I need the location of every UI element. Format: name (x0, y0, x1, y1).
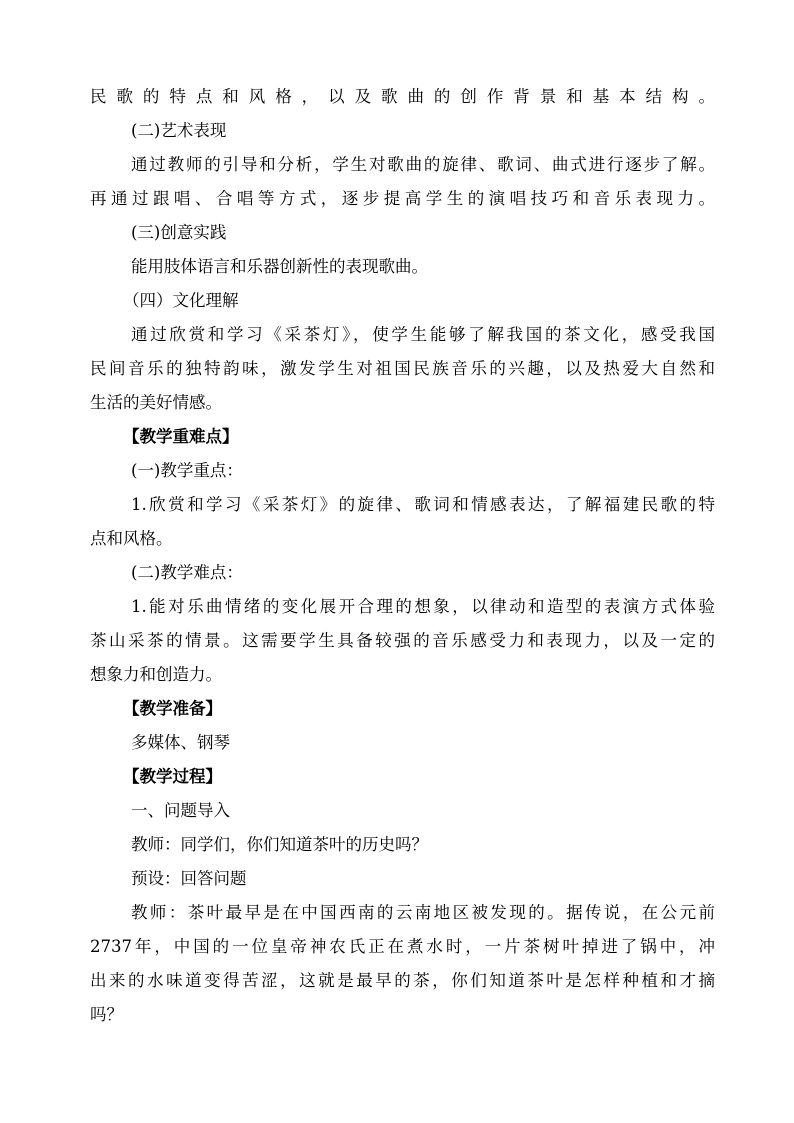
document-body (90, 80, 715, 1032)
section-heading-cultural-understanding: （四）文化理解 (123, 291, 239, 310)
text-line: 教师：茶叶最早是在中国西南的云南地区被发现的。据传说，在公元前 (131, 903, 715, 922)
heading-teaching-preparation: 【教学准备】 (123, 699, 222, 718)
text-line: 点和风格。 (90, 529, 173, 548)
text-line: 想象力和创造力。 (90, 665, 222, 684)
text-line: 生活的美好情感。 (90, 393, 222, 412)
section-heading-creative-practice: (三)创意实践 (131, 223, 227, 242)
text-line: 民歌的特点和风格，以及歌曲的创作背景和基本结构。 (90, 87, 715, 106)
text-line: 通过教师的引导和分析，学生对歌曲的旋律、歌词、曲式进行逐步了解。 (131, 155, 715, 174)
text-line: 能用肢体语言和乐器创新性的表现歌曲。 (131, 257, 428, 276)
text-line: 再通过跟唱、合唱等方式，逐步提高学生的演唱技巧和音乐表现力。 (90, 189, 715, 208)
text-line: 2737年，中国的一位皇帝神农氏正在煮水时，一片茶树叶掉进了锅中，冲 (90, 937, 715, 956)
heading-teaching-process: 【教学过程】 (123, 767, 222, 786)
text-line: 民间音乐的独特韵味，激发学生对祖国民族音乐的兴趣，以及热爱大自然和 (90, 359, 715, 378)
text-line: 茶山采茶的情景。这需要学生具备较强的音乐感受力和表现力，以及一定的 (90, 631, 715, 650)
subheading-key-points: (一)教学重点： (131, 461, 243, 480)
text-line: 1.欣赏和学习《采茶灯》的旋律、歌词和情感表达，了解福建民歌的特 (131, 495, 715, 514)
section-heading-artistic-expression: (二)艺术表现 (131, 121, 227, 140)
subheading-question-introduction: 一、问题导入 (131, 801, 230, 820)
text-line: 多媒体、钢琴 (131, 733, 230, 752)
text-line: 吗？ (90, 1005, 123, 1024)
text-line: 出来的水味道变得苦涩，这就是最早的茶，你们知道茶叶是怎样种植和才摘 (90, 971, 715, 990)
text-line: 教师：同学们，你们知道茶叶的历史吗？ (131, 835, 428, 854)
text-line: 通过欣赏和学习《采茶灯》，使学生能够了解我国的茶文化，感受我国 (131, 325, 715, 344)
heading-teaching-key-points: 【教学重难点】 (123, 427, 239, 446)
subheading-difficult-points: (二)教学难点： (131, 563, 243, 582)
text-line: 预设：回答问题 (131, 869, 247, 888)
text-line: 1.能对乐曲情绪的变化展开合理的想象，以律动和造型的表演方式体验 (131, 597, 715, 616)
